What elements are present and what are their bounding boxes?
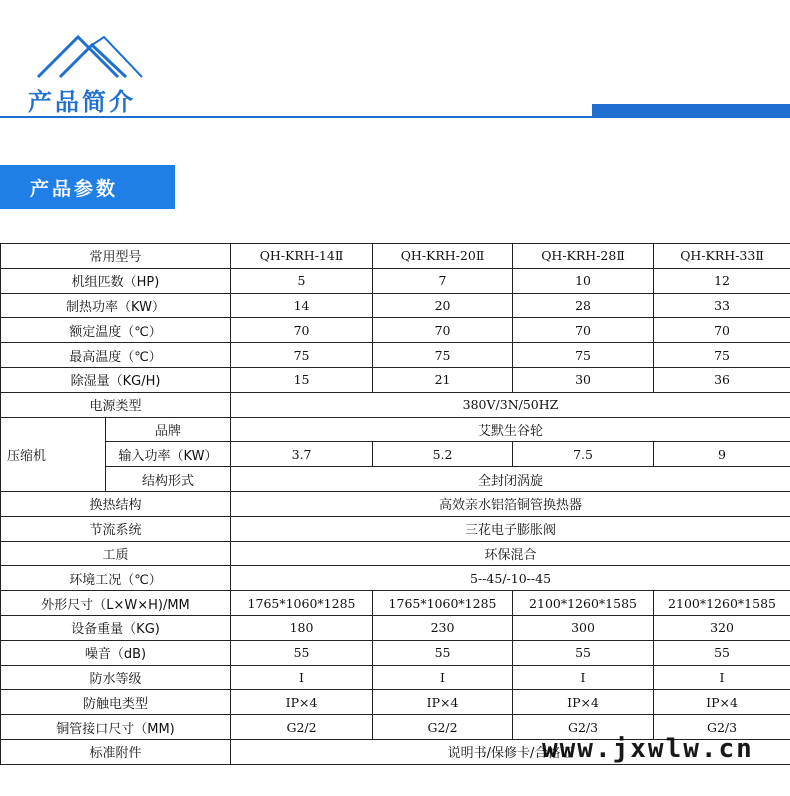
model-label: 常用型号 — [1, 244, 231, 269]
row-label: 最高温度（℃） — [1, 343, 231, 368]
value-cell: 12 — [654, 268, 790, 293]
row-label: 换热结构 — [1, 491, 231, 516]
site-watermark: www.jxwlw.cn — [542, 734, 754, 764]
value-cell: 高效亲水铝箔铜管换热器 — [231, 491, 790, 516]
header-divider — [0, 116, 790, 118]
row-label: 铜管接口尺寸（MM) — [1, 715, 231, 740]
value-cell: 30 — [513, 367, 654, 392]
value-cell: 55 — [513, 640, 654, 665]
row-label: 外形尺寸（L×W×H)/MM — [1, 591, 231, 616]
value-cell: I — [513, 665, 654, 690]
row-label: 电源类型 — [1, 392, 231, 417]
table-row — [1, 442, 790, 467]
value-cell: 300 — [513, 615, 654, 640]
value-cell: 7.5 — [513, 442, 654, 467]
value-cell: G2/3 — [513, 715, 654, 740]
value-cell: 9 — [654, 442, 790, 467]
table-row — [1, 640, 790, 665]
value-cell: 15 — [231, 367, 373, 392]
value-cell: IP×4 — [231, 690, 373, 715]
value-cell: 55 — [231, 640, 373, 665]
house-logo-icon — [34, 33, 144, 79]
value-cell: 2100*1260*1585 — [654, 591, 790, 616]
row-label: 额定温度（℃） — [1, 318, 231, 343]
table-row — [1, 467, 790, 492]
row-label: 噪音（dB) — [1, 640, 231, 665]
row-label: 环境工况（℃） — [1, 566, 231, 591]
table-row — [1, 244, 790, 269]
table-row — [1, 516, 790, 541]
table-row — [1, 318, 790, 343]
row-label: 标准附件 — [1, 739, 231, 764]
value-cell: 55 — [654, 640, 790, 665]
value-cell: 5 — [231, 268, 373, 293]
value-cell: 55 — [373, 640, 513, 665]
row-label: 结构形式 — [106, 467, 231, 492]
row-label: 输入功率（KW） — [106, 442, 231, 467]
row-label: 制热功率（KW） — [1, 293, 231, 318]
value-cell: 75 — [513, 343, 654, 368]
table-row — [1, 566, 790, 591]
row-label: 防水等级 — [1, 665, 231, 690]
table-row — [1, 591, 790, 616]
value-cell: 70 — [373, 318, 513, 343]
value-cell: 70 — [513, 318, 654, 343]
value-cell: I — [231, 665, 373, 690]
row-label: 节流系统 — [1, 516, 231, 541]
model-cell: QH-KRH-14Ⅱ — [231, 244, 373, 269]
value-cell: 70 — [654, 318, 790, 343]
value-cell: 7 — [373, 268, 513, 293]
value-cell: G2/2 — [231, 715, 373, 740]
value-cell: 2100*1260*1585 — [513, 591, 654, 616]
subtitle-banner — [0, 165, 175, 209]
subtitle-text: 产品参数 — [30, 178, 119, 200]
value-cell: 28 — [513, 293, 654, 318]
value-cell: 75 — [231, 343, 373, 368]
model-cell: QH-KRH-20Ⅱ — [373, 244, 513, 269]
section-title: 产品简介 — [28, 88, 136, 116]
value-cell: IP×4 — [654, 690, 790, 715]
table-row — [1, 665, 790, 690]
value-cell: 全封闭涡旋 — [231, 467, 790, 492]
value-cell: 说明书/保修卡/合格证 — [231, 739, 790, 764]
table-row — [1, 690, 790, 715]
table-row — [1, 541, 790, 566]
table-row — [1, 293, 790, 318]
table-row — [1, 491, 790, 516]
value-cell: 380V/3N/50HZ — [231, 392, 790, 417]
value-cell: 5--45/-10--45 — [231, 566, 790, 591]
value-cell: I — [654, 665, 790, 690]
value-cell: 14 — [231, 293, 373, 318]
value-cell: 21 — [373, 367, 513, 392]
value-cell: 3.7 — [231, 442, 373, 467]
row-label: 工质 — [1, 541, 231, 566]
row-label: 机组匹数（HP) — [1, 268, 231, 293]
value-cell: IP×4 — [513, 690, 654, 715]
row-label: 设备重量（KG) — [1, 615, 231, 640]
table-row — [1, 615, 790, 640]
spec-table — [0, 243, 790, 765]
value-cell: 75 — [373, 343, 513, 368]
table-row — [1, 343, 790, 368]
value-cell: 33 — [654, 293, 790, 318]
value-cell: G2/3 — [654, 715, 790, 740]
value-cell: 三花电子膨胀阀 — [231, 516, 790, 541]
row-label: 品牌 — [106, 417, 231, 442]
compressor-label: 压缩机 — [1, 417, 106, 491]
value-cell: 20 — [373, 293, 513, 318]
value-cell: IP×4 — [373, 690, 513, 715]
row-label: 除湿量（KG/H) — [1, 367, 231, 392]
value-cell: 36 — [654, 367, 790, 392]
model-cell: QH-KRH-28Ⅱ — [513, 244, 654, 269]
value-cell: 70 — [231, 318, 373, 343]
row-label: 防触电类型 — [1, 690, 231, 715]
table-row — [1, 367, 790, 392]
value-cell: G2/2 — [373, 715, 513, 740]
value-cell: 230 — [373, 615, 513, 640]
value-cell: 180 — [231, 615, 373, 640]
value-cell: 艾默生谷轮 — [231, 417, 790, 442]
value-cell: 320 — [654, 615, 790, 640]
table-row — [1, 392, 790, 417]
value-cell: I — [373, 665, 513, 690]
value-cell: 10 — [513, 268, 654, 293]
model-cell: QH-KRH-33Ⅱ — [654, 244, 790, 269]
table-row — [1, 417, 790, 442]
value-cell: 1765*1060*1285 — [373, 591, 513, 616]
value-cell: 环保混合 — [231, 541, 790, 566]
value-cell: 5.2 — [373, 442, 513, 467]
value-cell: 1765*1060*1285 — [231, 591, 373, 616]
table-row — [1, 268, 790, 293]
value-cell: 75 — [654, 343, 790, 368]
